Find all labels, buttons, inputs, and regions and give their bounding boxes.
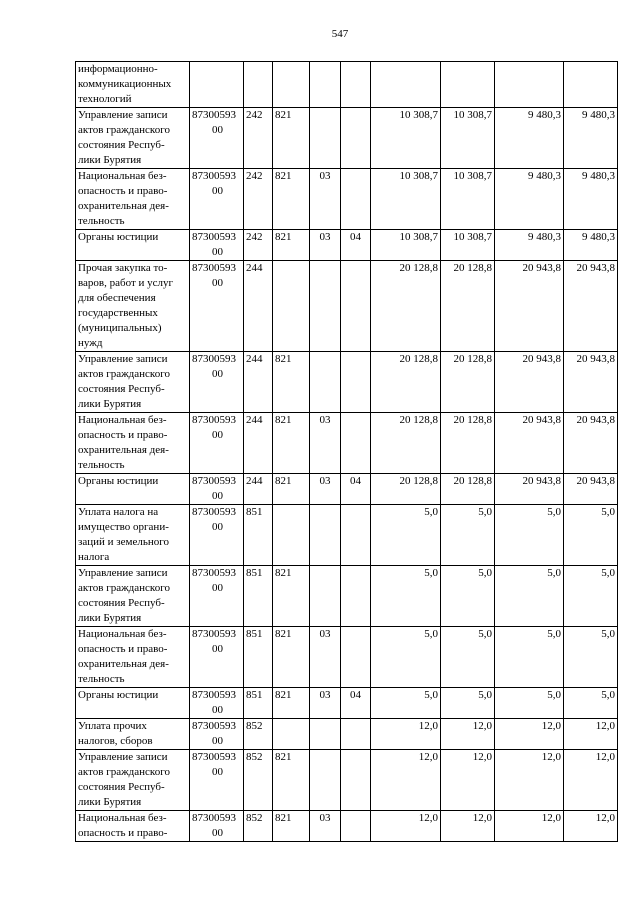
cell-name-line: тельность — [78, 673, 125, 685]
cell-section — [310, 352, 341, 413]
cell-name — [76, 811, 190, 842]
cell-amount-2: 5,0 — [441, 505, 495, 566]
cell-amount-3: 20 943,8 — [495, 413, 564, 474]
cell-amount-2: 10 308,7 — [441, 169, 495, 230]
cell-name-line: Органы юстиции — [78, 475, 159, 487]
cell-name — [76, 566, 190, 627]
table-row — [76, 261, 618, 352]
target-article-line: 87300593 — [192, 812, 236, 824]
cell-department — [273, 62, 310, 108]
target-article-line: 87300593 — [192, 353, 236, 365]
cell-amount-4: 9 480,3 — [564, 230, 618, 261]
cell-name-line: опасность и право- — [78, 643, 168, 655]
cell-subsection — [341, 169, 371, 230]
cell-name-line: Национальная без- — [78, 812, 167, 824]
cell-expense-type: 242 — [244, 230, 273, 261]
table-row — [76, 108, 618, 169]
cell-target-article — [190, 750, 244, 811]
target-article-line: 87300593 — [192, 689, 236, 701]
cell-amount-4: 5,0 — [564, 505, 618, 566]
cell-expense-type: 244 — [244, 413, 273, 474]
cell-expense-type: 851 — [244, 566, 273, 627]
cell-name-line: Управление записи — [78, 109, 168, 121]
cell-amount-3: 9 480,3 — [495, 108, 564, 169]
cell-department: 821 — [273, 750, 310, 811]
cell-amount-1 — [371, 62, 441, 108]
cell-amount-2: 12,0 — [441, 719, 495, 750]
cell-target-article — [190, 62, 244, 108]
target-article-line: 00 — [212, 643, 223, 655]
cell-target-article — [190, 566, 244, 627]
cell-amount-4: 20 943,8 — [564, 474, 618, 505]
cell-name — [76, 108, 190, 169]
cell-amount-3 — [495, 62, 564, 108]
cell-expense-type — [244, 62, 273, 108]
cell-target-article — [190, 352, 244, 413]
cell-amount-4: 5,0 — [564, 566, 618, 627]
cell-amount-1: 5,0 — [371, 688, 441, 719]
target-article-line: 87300593 — [192, 506, 236, 518]
cell-amount-2: 20 128,8 — [441, 474, 495, 505]
cell-name-line: Национальная без- — [78, 628, 167, 640]
cell-name-line: охранительная дея- — [78, 658, 169, 670]
cell-target-article — [190, 811, 244, 842]
cell-name-line: Уплата налога на — [78, 506, 159, 518]
cell-name-line: имущество органи- — [78, 521, 169, 533]
cell-amount-3: 20 943,8 — [495, 474, 564, 505]
cell-name — [76, 474, 190, 505]
cell-amount-1: 20 128,8 — [371, 413, 441, 474]
cell-section — [310, 750, 341, 811]
cell-expense-type: 242 — [244, 108, 273, 169]
cell-name-line: заций и земельного — [78, 536, 169, 548]
cell-section: 03 — [310, 169, 341, 230]
cell-name-line: (муниципальных) — [78, 322, 162, 334]
cell-name-line: лики Бурятия — [78, 154, 142, 166]
target-article-line: 87300593 — [192, 170, 236, 182]
cell-section — [310, 62, 341, 108]
cell-expense-type: 852 — [244, 750, 273, 811]
cell-department: 821 — [273, 627, 310, 688]
target-article-line: 00 — [212, 124, 223, 136]
cell-amount-4: 20 943,8 — [564, 413, 618, 474]
cell-name-line: технологий — [78, 93, 132, 105]
table-row — [76, 169, 618, 230]
cell-amount-2: 20 128,8 — [441, 352, 495, 413]
target-article-line: 87300593 — [192, 720, 236, 732]
table-row — [76, 811, 618, 842]
cell-amount-4: 20 943,8 — [564, 352, 618, 413]
cell-section: 03 — [310, 413, 341, 474]
cell-amount-1: 5,0 — [371, 627, 441, 688]
cell-name-line: опасность и право- — [78, 185, 168, 197]
cell-section — [310, 505, 341, 566]
table-row — [76, 474, 618, 505]
table-row — [76, 688, 618, 719]
cell-amount-2: 10 308,7 — [441, 108, 495, 169]
cell-amount-4: 9 480,3 — [564, 108, 618, 169]
cell-amount-3: 12,0 — [495, 750, 564, 811]
cell-name-line: тельность — [78, 459, 125, 471]
cell-target-article — [190, 688, 244, 719]
cell-subsection — [341, 750, 371, 811]
cell-amount-4: 12,0 — [564, 719, 618, 750]
cell-department — [273, 261, 310, 352]
cell-amount-2: 10 308,7 — [441, 230, 495, 261]
target-article-line: 00 — [212, 368, 223, 380]
cell-name-line: актов гражданского — [78, 368, 170, 380]
cell-name-line: Управление записи — [78, 567, 168, 579]
cell-amount-2: 12,0 — [441, 811, 495, 842]
cell-expense-type: 852 — [244, 719, 273, 750]
cell-amount-3: 9 480,3 — [495, 169, 564, 230]
target-article-line: 87300593 — [192, 567, 236, 579]
cell-name — [76, 413, 190, 474]
cell-expense-type: 244 — [244, 474, 273, 505]
target-article-line: 00 — [212, 246, 223, 258]
cell-expense-type: 851 — [244, 688, 273, 719]
cell-amount-1: 12,0 — [371, 811, 441, 842]
cell-amount-1: 20 128,8 — [371, 474, 441, 505]
cell-name-line: Национальная без- — [78, 414, 167, 426]
cell-amount-1: 5,0 — [371, 566, 441, 627]
cell-department — [273, 719, 310, 750]
cell-name-line: охранительная дея- — [78, 200, 169, 212]
cell-amount-1: 20 128,8 — [371, 261, 441, 352]
cell-section: 03 — [310, 688, 341, 719]
cell-amount-3: 5,0 — [495, 627, 564, 688]
cell-name — [76, 505, 190, 566]
cell-name-line: Национальная без- — [78, 170, 167, 182]
table-row — [76, 719, 618, 750]
cell-name-line: состояния Респуб- — [78, 383, 165, 395]
cell-amount-3: 20 943,8 — [495, 352, 564, 413]
cell-expense-type: 851 — [244, 505, 273, 566]
cell-amount-3: 20 943,8 — [495, 261, 564, 352]
cell-target-article — [190, 169, 244, 230]
target-article-line: 00 — [212, 277, 223, 289]
cell-target-article — [190, 108, 244, 169]
cell-name-line: охранительная дея- — [78, 444, 169, 456]
cell-department: 821 — [273, 352, 310, 413]
cell-amount-2 — [441, 62, 495, 108]
cell-name-line: коммуникационных — [78, 78, 172, 90]
cell-target-article — [190, 230, 244, 261]
cell-name-line: Уплата прочих — [78, 720, 147, 732]
cell-expense-type: 852 — [244, 811, 273, 842]
cell-name-line: Органы юстиции — [78, 231, 159, 243]
cell-name-line: для обеспечения — [78, 292, 156, 304]
table-row — [76, 62, 618, 108]
cell-department: 821 — [273, 230, 310, 261]
cell-name-line: лики Бурятия — [78, 398, 142, 410]
cell-subsection — [341, 505, 371, 566]
target-article-line: 00 — [212, 185, 223, 197]
table-row — [76, 750, 618, 811]
cell-name-line: актов гражданского — [78, 766, 170, 778]
cell-amount-2: 5,0 — [441, 566, 495, 627]
cell-subsection: 04 — [341, 688, 371, 719]
cell-amount-4: 20 943,8 — [564, 261, 618, 352]
cell-name — [76, 62, 190, 108]
cell-amount-4: 5,0 — [564, 688, 618, 719]
target-article-line: 00 — [212, 490, 223, 502]
budget-table — [75, 61, 618, 842]
target-article-line: 00 — [212, 766, 223, 778]
cell-target-article — [190, 413, 244, 474]
target-article-line: 87300593 — [192, 751, 236, 763]
cell-amount-4: 9 480,3 — [564, 169, 618, 230]
cell-name-line: налога — [78, 551, 110, 563]
cell-subsection — [341, 627, 371, 688]
cell-target-article — [190, 719, 244, 750]
target-article-line: 87300593 — [192, 628, 236, 640]
cell-department: 821 — [273, 169, 310, 230]
cell-name-line: Управление записи — [78, 751, 168, 763]
cell-amount-4 — [564, 62, 618, 108]
cell-name — [76, 750, 190, 811]
cell-expense-type: 244 — [244, 352, 273, 413]
cell-amount-1: 12,0 — [371, 719, 441, 750]
cell-name-line: тельность — [78, 215, 125, 227]
cell-department: 821 — [273, 474, 310, 505]
cell-amount-2: 20 128,8 — [441, 261, 495, 352]
table-body — [76, 62, 618, 842]
target-article-line: 87300593 — [192, 414, 236, 426]
cell-amount-1: 12,0 — [371, 750, 441, 811]
cell-name-line: Управление записи — [78, 353, 168, 365]
cell-amount-1: 10 308,7 — [371, 108, 441, 169]
cell-department: 821 — [273, 413, 310, 474]
cell-target-article — [190, 474, 244, 505]
cell-name-line: лики Бурятия — [78, 612, 142, 624]
target-article-line: 00 — [212, 429, 223, 441]
cell-name-line: Прочая закупка то- — [78, 262, 168, 274]
cell-section: 03 — [310, 230, 341, 261]
cell-name-line: актов гражданского — [78, 582, 170, 594]
table-row — [76, 352, 618, 413]
cell-amount-3: 5,0 — [495, 505, 564, 566]
cell-subsection — [341, 108, 371, 169]
cell-name-line: государственных — [78, 307, 158, 319]
cell-amount-2: 12,0 — [441, 750, 495, 811]
page-number: 547 — [331, 28, 349, 40]
cell-subsection — [341, 811, 371, 842]
target-article-line: 87300593 — [192, 262, 236, 274]
cell-name-line: нужд — [78, 337, 103, 349]
cell-target-article — [190, 261, 244, 352]
cell-department: 821 — [273, 566, 310, 627]
cell-expense-type: 242 — [244, 169, 273, 230]
target-article-line: 00 — [212, 521, 223, 533]
cell-amount-4: 5,0 — [564, 627, 618, 688]
cell-section — [310, 719, 341, 750]
cell-target-article — [190, 627, 244, 688]
cell-name — [76, 688, 190, 719]
cell-amount-3: 12,0 — [495, 719, 564, 750]
cell-subsection: 04 — [341, 474, 371, 505]
cell-amount-4: 12,0 — [564, 750, 618, 811]
target-article-line: 00 — [212, 735, 223, 747]
cell-amount-2: 5,0 — [441, 688, 495, 719]
cell-department: 821 — [273, 108, 310, 169]
cell-amount-1: 10 308,7 — [371, 169, 441, 230]
cell-amount-1: 5,0 — [371, 505, 441, 566]
cell-name — [76, 261, 190, 352]
cell-subsection: 04 — [341, 230, 371, 261]
cell-amount-1: 20 128,8 — [371, 352, 441, 413]
cell-amount-2: 5,0 — [441, 627, 495, 688]
cell-amount-3: 5,0 — [495, 566, 564, 627]
cell-name-line: состояния Респуб- — [78, 597, 165, 609]
target-article-line: 00 — [212, 827, 223, 839]
cell-subsection — [341, 566, 371, 627]
cell-amount-1: 10 308,7 — [371, 230, 441, 261]
cell-name-line: состояния Респуб- — [78, 781, 165, 793]
cell-subsection — [341, 413, 371, 474]
cell-name — [76, 719, 190, 750]
cell-target-article — [190, 505, 244, 566]
cell-expense-type: 851 — [244, 627, 273, 688]
cell-name-line: состояния Респуб- — [78, 139, 165, 151]
cell-name — [76, 169, 190, 230]
cell-name-line: актов гражданского — [78, 124, 170, 136]
cell-name — [76, 230, 190, 261]
cell-department — [273, 505, 310, 566]
cell-name-line: Органы юстиции — [78, 689, 159, 701]
cell-subsection — [341, 62, 371, 108]
cell-department: 821 — [273, 688, 310, 719]
cell-amount-3: 12,0 — [495, 811, 564, 842]
cell-amount-4: 12,0 — [564, 811, 618, 842]
cell-department: 821 — [273, 811, 310, 842]
target-article-line: 87300593 — [192, 109, 236, 121]
cell-expense-type: 244 — [244, 261, 273, 352]
cell-name-line: лики Бурятия — [78, 796, 142, 808]
cell-name-line: информационно- — [78, 63, 158, 75]
table-row — [76, 413, 618, 474]
cell-amount-3: 9 480,3 — [495, 230, 564, 261]
cell-subsection — [341, 719, 371, 750]
cell-section — [310, 261, 341, 352]
cell-subsection — [341, 261, 371, 352]
cell-name-line: опасность и право- — [78, 429, 168, 441]
cell-section: 03 — [310, 627, 341, 688]
cell-name-line: варов, работ и услуг — [78, 277, 174, 289]
table-row — [76, 627, 618, 688]
target-article-line: 87300593 — [192, 231, 236, 243]
table-row — [76, 505, 618, 566]
cell-section: 03 — [310, 811, 341, 842]
target-article-line: 00 — [212, 704, 223, 716]
cell-amount-2: 20 128,8 — [441, 413, 495, 474]
target-article-line: 87300593 — [192, 475, 236, 487]
cell-name — [76, 627, 190, 688]
cell-section — [310, 108, 341, 169]
cell-amount-3: 5,0 — [495, 688, 564, 719]
cell-name-line: налогов, сборов — [78, 735, 153, 747]
table-row — [76, 230, 618, 261]
cell-section — [310, 566, 341, 627]
target-article-line: 00 — [212, 582, 223, 594]
cell-name-line: опасность и право- — [78, 827, 168, 839]
cell-name — [76, 352, 190, 413]
table-row — [76, 566, 618, 627]
cell-section: 03 — [310, 474, 341, 505]
cell-subsection — [341, 352, 371, 413]
